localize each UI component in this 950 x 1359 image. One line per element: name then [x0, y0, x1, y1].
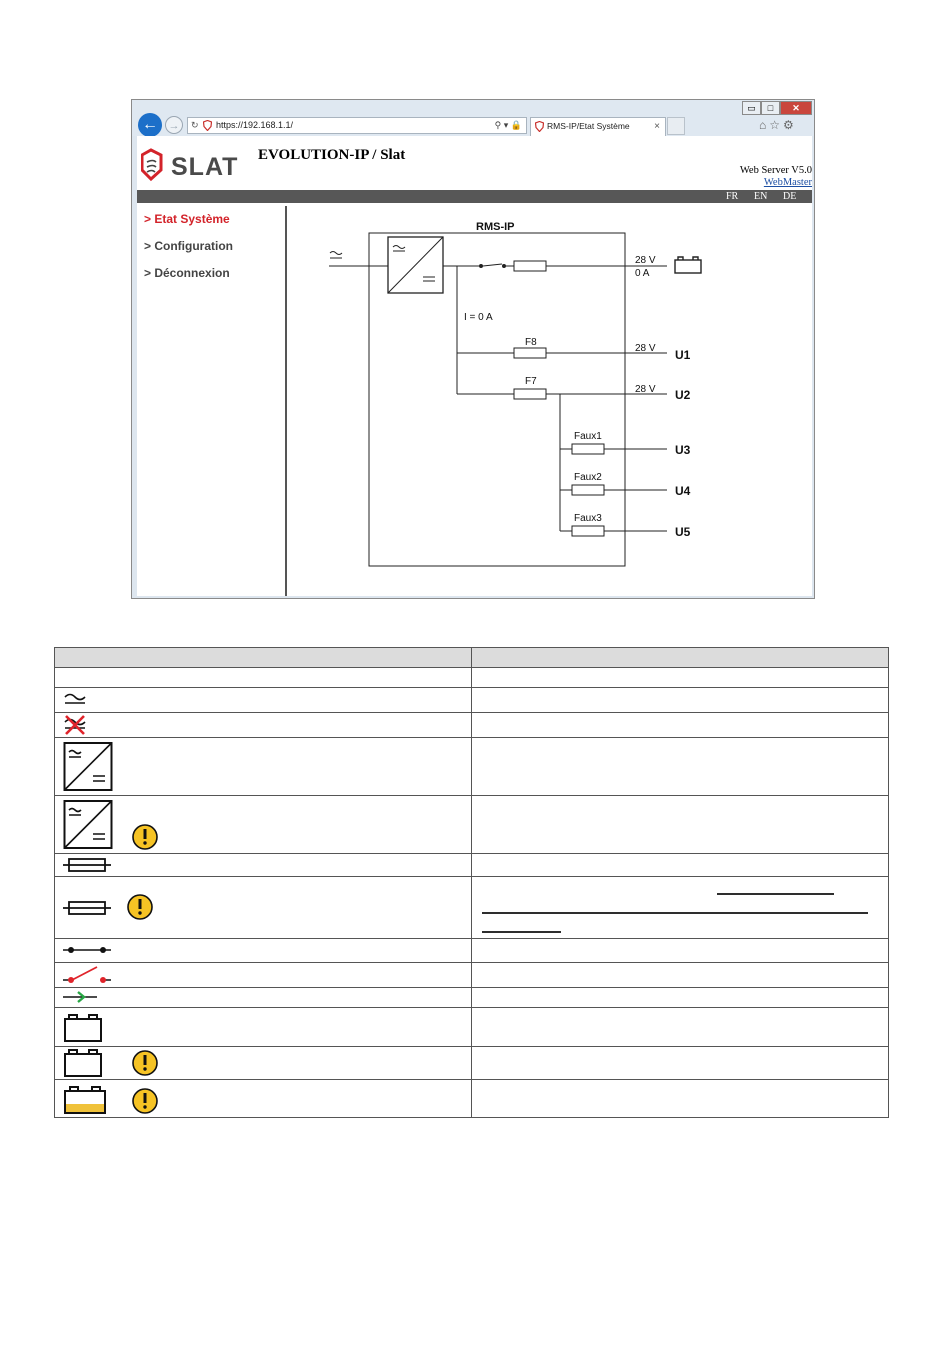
- battery-warning-icon: [63, 1048, 173, 1078]
- home-star-gear-icon[interactable]: ⌂☆⚙: [759, 118, 797, 132]
- fuse-faux1: [572, 444, 604, 454]
- address-bar[interactable]: [187, 117, 527, 134]
- legend-row: [55, 1047, 889, 1080]
- legend-row: [55, 668, 889, 688]
- switch-open-icon: [63, 964, 133, 986]
- switch-dot-right: [502, 264, 506, 268]
- nav-deconnexion[interactable]: > Déconnexion: [144, 266, 230, 280]
- battery-current: 0 A: [635, 268, 650, 279]
- legend-row: [55, 877, 889, 939]
- legend-row: [55, 988, 889, 1008]
- legend-row: [55, 1008, 889, 1047]
- fuse-f7: [514, 389, 546, 399]
- fuse-f7-label: F7: [525, 376, 537, 387]
- ac-symbol-icon: [330, 252, 342, 259]
- new-tab-button[interactable]: [667, 117, 685, 135]
- legend-row: [55, 963, 889, 988]
- browser-tab[interactable]: [530, 117, 666, 136]
- battery-icon: [63, 1011, 133, 1043]
- legend-header-symbol: [55, 648, 472, 668]
- legend-row: [55, 854, 889, 877]
- refresh-icon[interactable]: ↻: [191, 120, 199, 130]
- legend-header-description: [472, 648, 889, 668]
- minimize-button[interactable]: ▭: [742, 101, 761, 115]
- fuse-faux2: [572, 485, 604, 495]
- output-u2: U2: [675, 388, 691, 402]
- legend-header-row: [55, 648, 889, 668]
- switch-dot-left: [479, 264, 483, 268]
- back-arrow-icon[interactable]: ←: [138, 113, 162, 137]
- battery-icon: [675, 260, 701, 273]
- tab-favicon-icon: [535, 121, 544, 132]
- converter-warning-icon: [63, 799, 173, 851]
- diagram-title: RMS-IP: [476, 221, 515, 233]
- output-u3: U3: [675, 443, 691, 457]
- converter-ac-mark: [393, 246, 405, 252]
- webmaster-link[interactable]: WebMaster: [763, 177, 812, 188]
- fuse-f8-label: F8: [525, 337, 537, 348]
- lang-de-link[interactable]: DE: [783, 191, 797, 202]
- u1-voltage: 28 V: [635, 343, 656, 354]
- fuse-faux2-label: Faux2: [574, 472, 602, 483]
- forward-arrow-icon[interactable]: →: [165, 116, 183, 134]
- fuse-f8: [514, 348, 546, 358]
- site-shield-icon: [203, 120, 212, 131]
- maximize-button[interactable]: □: [761, 101, 780, 115]
- converter-icon: [63, 741, 133, 793]
- redacted-description-lines: [472, 877, 888, 933]
- legend-table: [54, 647, 889, 1118]
- search-lock-icon[interactable]: ⚲ ▾ 🔒: [494, 120, 522, 130]
- switch-closed-icon: [483, 264, 502, 266]
- current-label: I = 0 A: [464, 312, 493, 323]
- system-diagram: [137, 136, 812, 596]
- output-u5: U5: [675, 525, 691, 539]
- tab-title: RMS-IP/Etat Système: [547, 121, 630, 131]
- lang-en-link[interactable]: EN: [754, 191, 768, 202]
- legend-row: [55, 796, 889, 854]
- fuse-faux3-label: Faux3: [574, 513, 602, 524]
- legend-row: [55, 939, 889, 963]
- app-title: EVOLUTION-IP / Slat: [258, 147, 406, 163]
- battery-low-warning-icon: [63, 1083, 173, 1115]
- diode-icon: [63, 990, 133, 1004]
- fuse-icon: [63, 855, 133, 875]
- server-version: Web Server V5.0: [739, 165, 812, 176]
- lang-fr-link[interactable]: FR: [726, 191, 739, 202]
- output-u4: U4: [675, 484, 691, 498]
- legend-row: [55, 738, 889, 796]
- ac-present-icon: [63, 689, 123, 711]
- close-window-button[interactable]: ✕: [780, 101, 812, 115]
- legend-row: [55, 1080, 889, 1118]
- battery-voltage: 28 V: [635, 255, 656, 266]
- svg-text:SLAT: SLAT: [171, 153, 239, 181]
- tab-close-icon[interactable]: ×: [654, 121, 660, 132]
- web-page: [137, 136, 812, 596]
- converter-dc-mark: [423, 277, 435, 281]
- u2-voltage: 28 V: [635, 384, 656, 395]
- fuse-warning-icon: [63, 893, 173, 923]
- switch-closed-icon: [63, 942, 133, 958]
- browser-window: [131, 99, 815, 599]
- nav-etat-systeme[interactable]: > Etat Système: [144, 212, 230, 226]
- legend-row: [55, 713, 889, 738]
- fuse-faux3: [572, 526, 604, 536]
- legend-row: [55, 688, 889, 713]
- nav-configuration[interactable]: > Configuration: [144, 239, 233, 253]
- browser-chrome: [132, 100, 814, 136]
- url-text: https://192.168.1.1/: [216, 120, 294, 130]
- ac-absent-icon: [63, 714, 123, 736]
- output-u1: U1: [675, 348, 691, 362]
- battery-fuse: [514, 261, 546, 271]
- fuse-faux1-label: Faux1: [574, 431, 602, 442]
